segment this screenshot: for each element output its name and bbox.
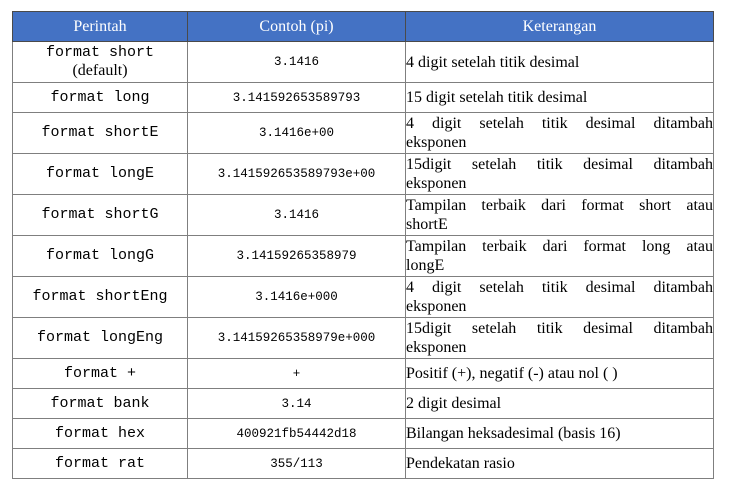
command-cell: format longG — [13, 236, 188, 277]
command-cell: format longEng — [13, 318, 188, 359]
command-cell: format shortG — [13, 195, 188, 236]
description-cell: 15 digit setelah titik desimal — [406, 83, 714, 113]
description-cell: 4 digit setelah titik desimal — [406, 42, 714, 83]
description-cell: Pendekatan rasio — [406, 449, 714, 479]
description-cell — [406, 195, 714, 236]
example-cell: 3.14 — [188, 389, 406, 419]
description-line-2: eksponen — [406, 339, 467, 356]
description-cell: 2 digit desimal — [406, 389, 714, 419]
table-row — [13, 318, 714, 359]
command-default-note: (default) — [72, 62, 128, 79]
command-cell: format rat — [13, 449, 188, 479]
example-cell: 3.1416 — [188, 42, 406, 83]
table-row — [13, 359, 714, 389]
header-contoh: Contoh (pi) — [188, 12, 406, 42]
description-cell — [406, 236, 714, 277]
table-row — [13, 389, 714, 419]
description-line: Tampilan terbaik dari format long atau — [406, 238, 713, 255]
description-line-2: eksponen — [406, 175, 467, 192]
description-cell — [406, 277, 714, 318]
example-cell: 3.141592653589793 — [188, 83, 406, 113]
table-row — [13, 419, 714, 449]
description-line: 15digit setelah titik desimal ditambah — [406, 320, 713, 337]
table-row — [13, 83, 714, 113]
table-row — [13, 42, 714, 83]
example-cell: + — [188, 359, 406, 389]
example-cell: 3.14159265358979 — [188, 236, 406, 277]
command-cell: format shortEng — [13, 277, 188, 318]
table-row — [13, 154, 714, 195]
header-keterangan: Keterangan — [406, 12, 714, 42]
example-cell: 400921fb54442d18 — [188, 419, 406, 449]
header-perintah: Perintah — [13, 12, 188, 42]
description-cell: Bilangan heksadesimal (basis 16) — [406, 419, 714, 449]
description-line-2: longE — [406, 257, 445, 274]
command-cell: format shortE — [13, 113, 188, 154]
example-cell: 3.1416 — [188, 195, 406, 236]
table-row — [13, 236, 714, 277]
command-cell: format + — [13, 359, 188, 389]
description-cell — [406, 113, 714, 154]
command-cell: format hex — [13, 419, 188, 449]
example-cell: 3.14159265358979e+000 — [188, 318, 406, 359]
description-line-2: eksponen — [406, 298, 467, 315]
example-cell: 3.1416e+000 — [188, 277, 406, 318]
command-cell: format bank — [13, 389, 188, 419]
description-cell — [406, 154, 714, 195]
table-row — [13, 277, 714, 318]
command-cell: format long — [13, 83, 188, 113]
example-cell: 355/113 — [188, 449, 406, 479]
description-line-2: eksponen — [406, 134, 467, 151]
description-line: Tampilan terbaik dari format short atau — [406, 197, 713, 214]
example-cell: 3.1416e+00 — [188, 113, 406, 154]
table-row — [13, 449, 714, 479]
description-line: 4 digit setelah titik desimal ditambah — [406, 115, 713, 132]
description-line: 15digit setelah titik desimal ditambah — [406, 156, 713, 173]
description-line-2: shortE — [406, 216, 448, 233]
command-cell — [13, 42, 188, 83]
table-row — [13, 113, 714, 154]
command-text: format short — [45, 44, 155, 61]
description-cell — [406, 318, 714, 359]
description-line: 4 digit setelah titik desimal ditambah — [406, 279, 713, 296]
header-row — [13, 12, 714, 42]
example-cell: 3.141592653589793e+00 — [188, 154, 406, 195]
command-cell: format longE — [13, 154, 188, 195]
description-cell: Positif (+), negatif (-) atau nol ( ) — [406, 359, 714, 389]
format-table — [12, 11, 714, 479]
table-row — [13, 195, 714, 236]
